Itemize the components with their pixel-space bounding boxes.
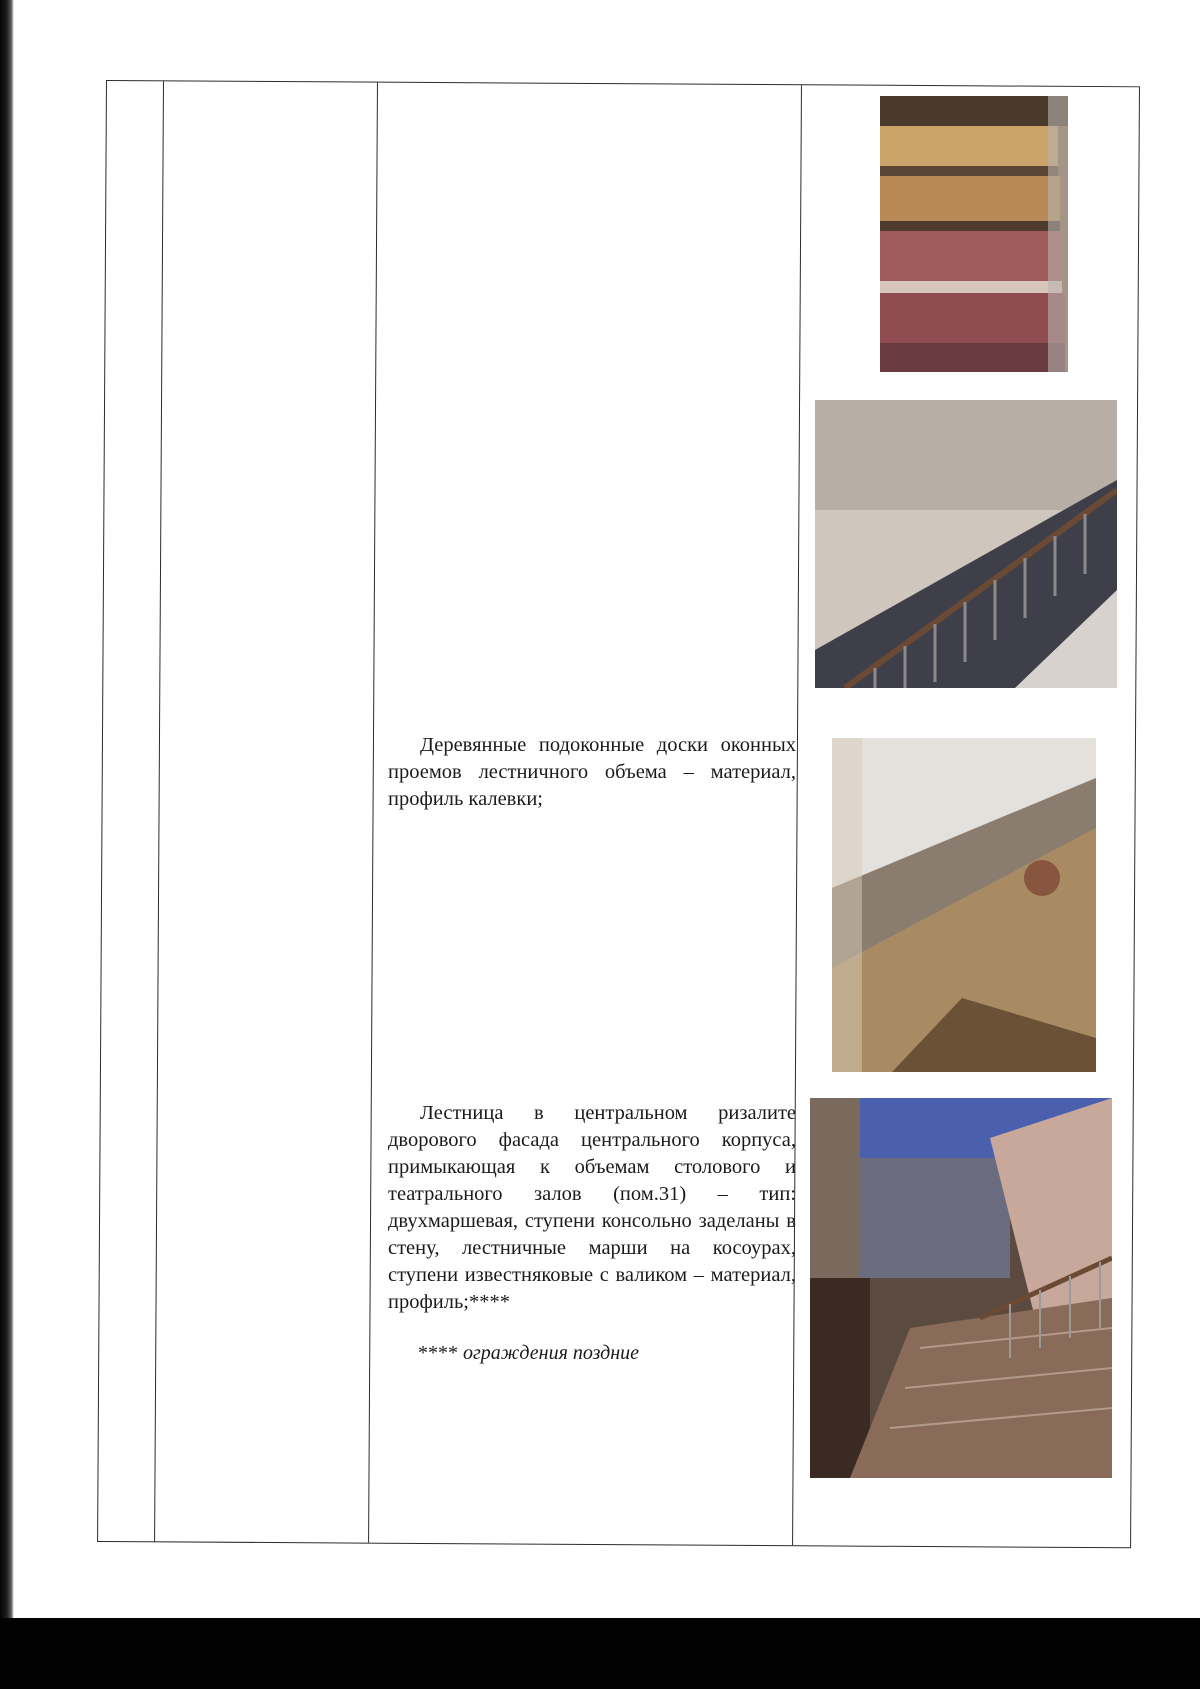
scan-bottom-band <box>0 1618 1200 1689</box>
table-column-divider <box>154 81 164 1541</box>
footnote-text: ограждения поздние <box>463 1342 640 1364</box>
stair-steps-photo-icon <box>880 96 1068 372</box>
table-column-divider <box>368 83 378 1543</box>
table-column-divider <box>792 85 802 1545</box>
stair-railing-photo-icon <box>815 400 1117 688</box>
footnote-marker: **** <box>418 1342 458 1364</box>
windowsill-photo-icon <box>832 738 1096 1072</box>
staircase-photo-icon <box>810 1098 1112 1478</box>
windowsill-description: Деревянные подоконные доски оконных проемов лестничного объема – материал, профиль калевки; <box>388 734 796 810</box>
staircase-description: Лестница в центральном ризалите дворового фасада центрального корпуса, примыкающая к объемам столового и театрального залов (пом.31) – тип: двухмаршевая, ступени консольно заделаны в стену, лестничные марши на косоурах, ступени известняковые с валиком – материал, профиль;**** <box>388 1102 796 1313</box>
scan-edge-shadow <box>0 0 14 1689</box>
